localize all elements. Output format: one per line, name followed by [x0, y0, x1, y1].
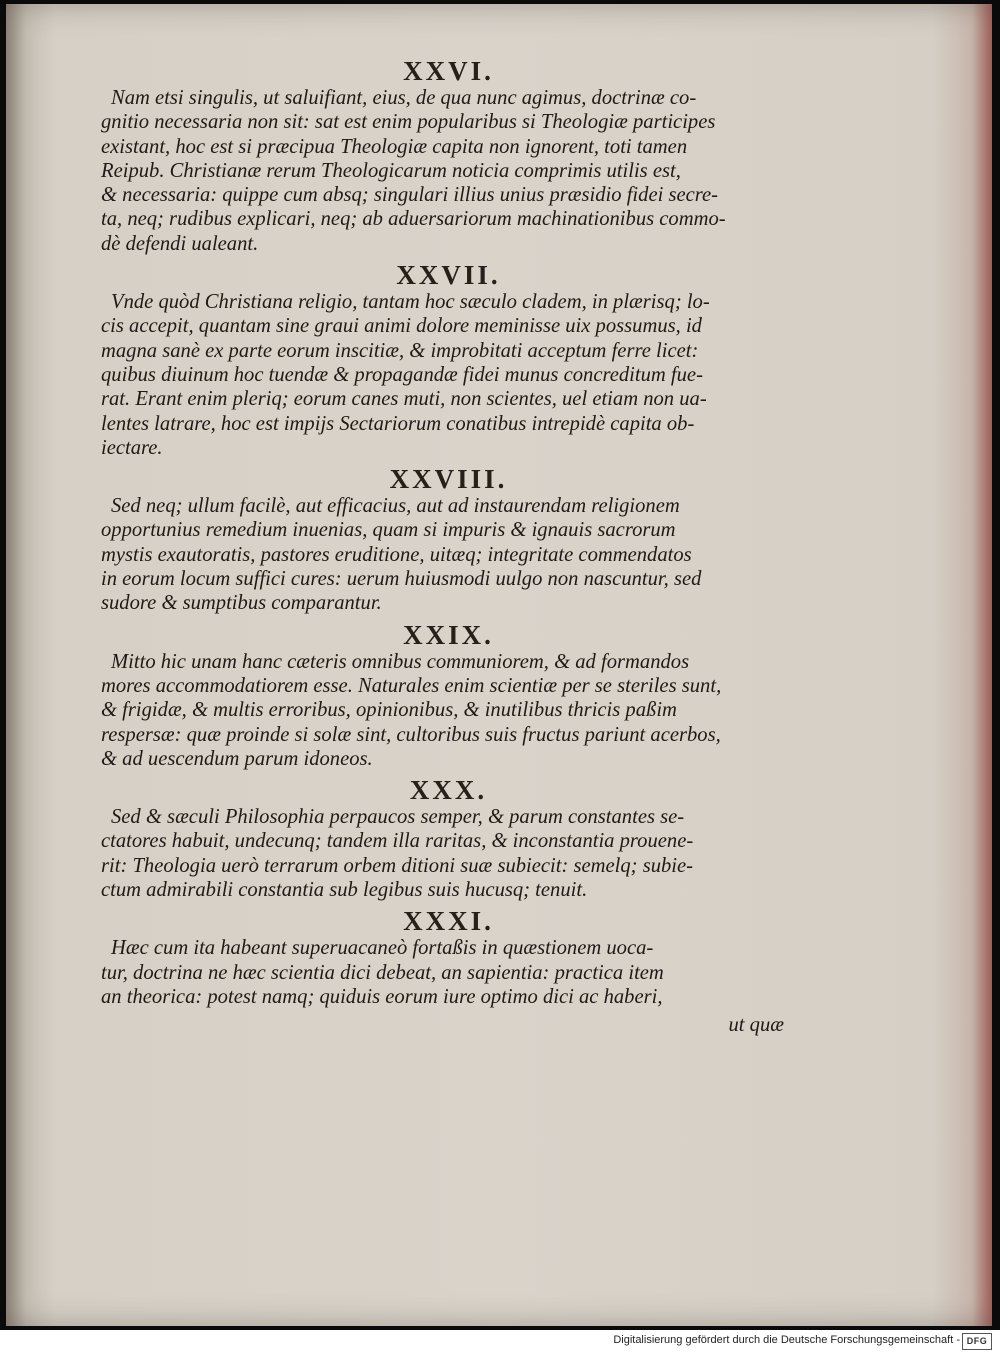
text-line: Nam etsi singulis, ut saluifiant, eius, de qua nunc agimus, doctrinæ co- [111, 87, 697, 109]
text-line: Reipub. Christianæ rerum Theologicarum noticia comprimis utilis est, [101, 159, 681, 182]
text-line: iectare. [101, 436, 163, 459]
text-line: Vnde quòd Christiana religio, tantam hoc sæculo cladem, in plærisq; lo- [111, 291, 710, 314]
page-text [101, 56, 796, 1038]
text-line: quibus diuinum hoc tuendæ & propagandæ fidei munus concreditum fue- [101, 363, 703, 386]
text-line: & frigidæ, & multis erroribus, opinionibus, & inutilibus thricis paßim [101, 699, 677, 722]
text-line: ctatores habuit, undecunq; tandem illa raritas, & inconstantia prouene- [101, 830, 694, 853]
section-paragraph [101, 494, 796, 615]
text-line: existant, hoc est si præcipua Theologiæ capita non ignorent, toti tamen [101, 135, 688, 158]
text-line: rit: Theologia uerò terrarum orbem ditioni suæ subiecit: semelq; subie- [101, 854, 694, 877]
text-line: gnitio necessaria non sit: sat est enim popularibus si Theologiæ participes [101, 111, 716, 134]
text-line: Mitto hic unam hanc cæteris omnibus communiorem, & ad formandos [111, 650, 690, 673]
text-line: ta, neq; rudibus explicari, neq; ab aduersariorum machinationibus commo- [101, 208, 726, 231]
section-paragraph [101, 290, 796, 460]
section-paragraph [101, 650, 796, 771]
book-page [6, 4, 992, 1326]
text-line: Sed & sæculi Philosophia perpaucos semper, & parum constantes se- [111, 806, 685, 829]
section-heading: XXVIII. [389, 464, 508, 495]
section-heading: XXIX. [403, 619, 494, 650]
text-line: Sed neq; ullum facilè, aut efficacius, aut ad instaurendam religionem [111, 495, 680, 518]
text-line: opportunius remedium inuenias, quam si impuris & ignauis sacrorum [101, 519, 676, 542]
section-paragraph [101, 936, 796, 1009]
text-line: ctum admirabili constantia sub legibus suis hucusq; tenuit. [101, 879, 588, 902]
text-line: rat. Erant enim pleriq; eorum canes muti, non scientes, uel etiam non ua- [101, 388, 707, 411]
text-line: tur, doctrina ne hæc scientia dici debeat, an sapientia: practica item [101, 961, 664, 984]
text-line: cis accepit, quantam sine graui animi dolore meminisse uix possumus, id [101, 315, 702, 338]
text-line: lentes latrare, hoc est impijs Sectariorum conatibus intrepidè capita ob- [101, 412, 695, 435]
text-line: sudore & sumptibus comparantur. [101, 592, 382, 615]
text-line: in eorum locum suffici cures: uerum huiusmodi uulgo non nascuntur, sed [101, 568, 702, 591]
section-paragraph [101, 805, 796, 902]
catchword: ut quæ [728, 1014, 784, 1037]
text-line: mores accommodatiorem esse. Naturales enim scientiæ per se steriles sunt, [101, 674, 722, 697]
text-line: an theorica: potest namq; quiduis eorum iure optimo dici ac haberi, [101, 985, 663, 1008]
text-line: magna sanè ex parte eorum inscitiæ, & improbitati acceptum ferre licet: [101, 339, 699, 362]
text-line: & necessaria: quippe cum absq; singulari illius unius præsidio fidei secre- [101, 184, 719, 207]
footer-bar [0, 1330, 1000, 1353]
text-line: mystis exautoratis, pastores eruditione, uitæq; integritate commendatos [101, 543, 692, 566]
text-line: dè defendi ualeant. [101, 232, 259, 255]
section-heading: XXVI. [403, 56, 494, 86]
section-paragraph [101, 86, 796, 256]
dfg-logo-icon: DFG [962, 1333, 992, 1350]
text-line: Hæc cum ita habeant superuacaneò fortaßis in quæstionem uoca- [111, 937, 654, 960]
section-heading: XXXI. [403, 906, 494, 937]
section-heading: XXVII. [396, 260, 501, 291]
text-line: & ad uescendum parum idoneos. [101, 747, 373, 770]
text-line: respersæ: quæ proinde si solæ sint, cultoribus suis fructus pariunt acerbos, [101, 723, 721, 746]
funding-notice: Digitalisierung gefördert durch die Deutsche Forschungsgemeinschaft - [613, 1334, 960, 1346]
section-heading: XXX. [409, 775, 488, 806]
